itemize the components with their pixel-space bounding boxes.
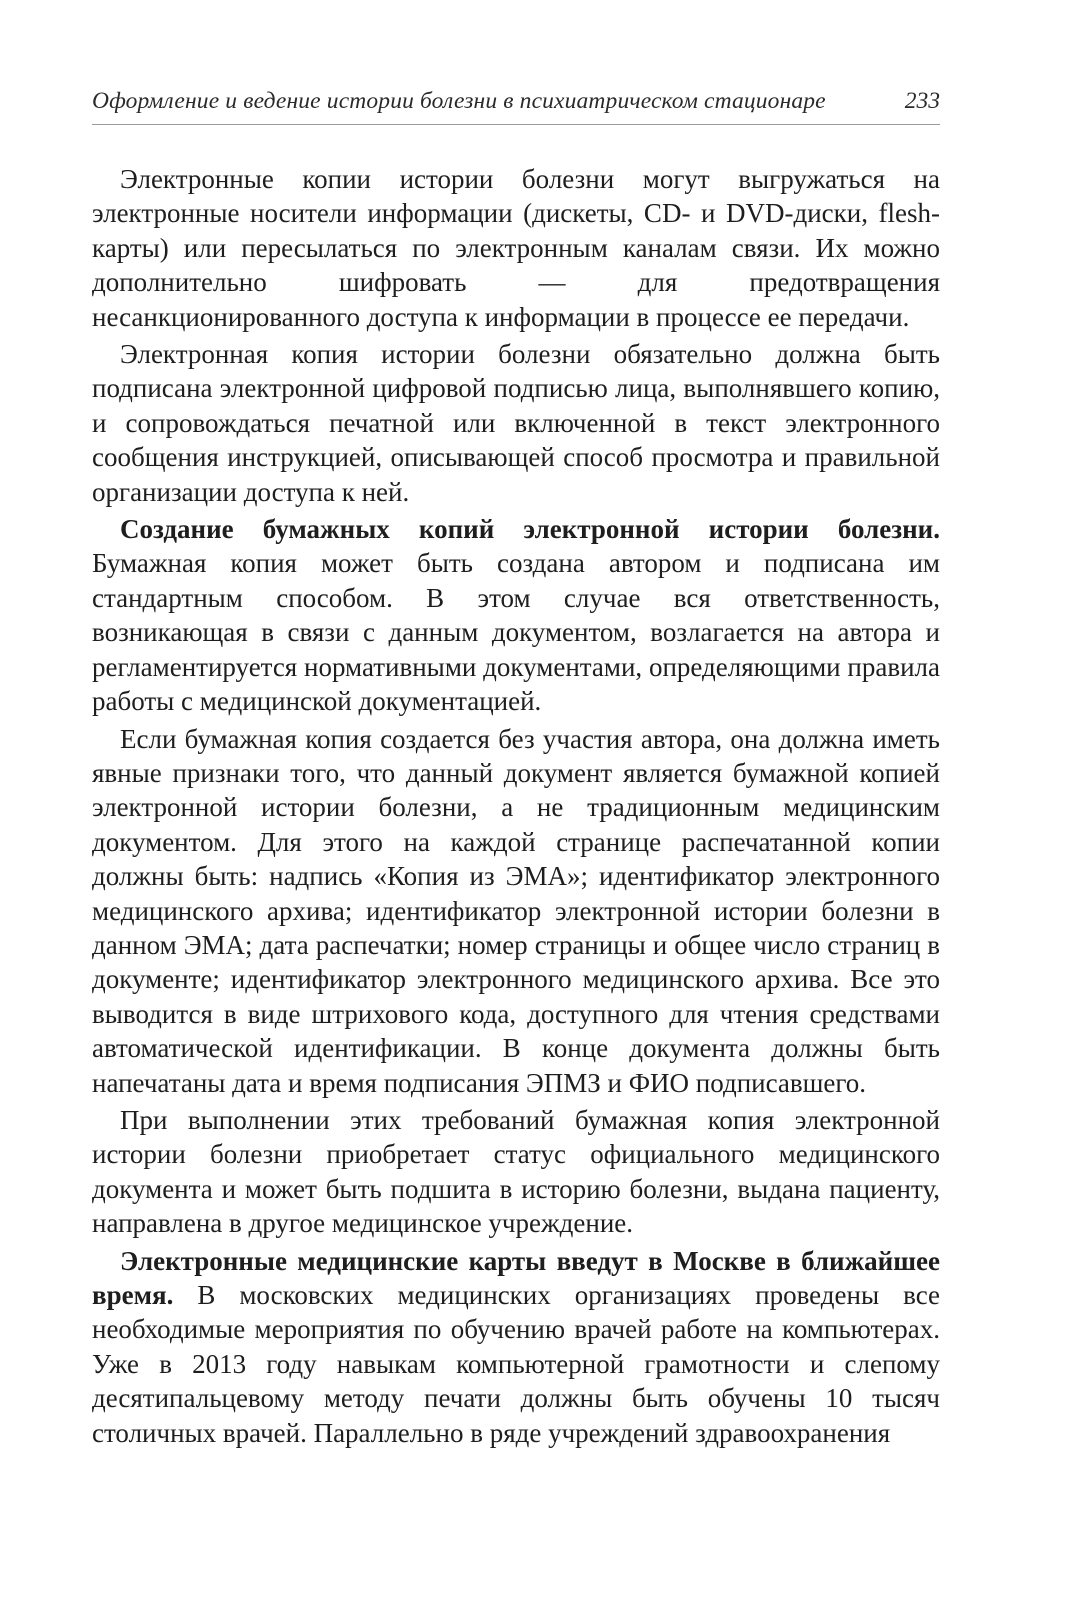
- paragraph-paper-copies: [92, 512, 940, 718]
- paragraph-copy-without-author: [92, 722, 940, 1100]
- body-text: [92, 162, 940, 1453]
- paragraph-moscow-emr: [92, 1244, 940, 1450]
- paragraph-text: Бумажная копия может быть создана автором и подписана им стандартным способом. В этом случае вся ответственность, возникающая в связи с данным документом, возлагается на автора и регламентируется нормативными документами, определяющими правила работы с медицинской документацией.: [92, 548, 940, 717]
- running-title: Оформление и ведение истории болезни в психиатрическом стационаре: [92, 88, 826, 114]
- paragraph-electronic-copies-export: [92, 162, 940, 334]
- paragraph-lead: Создание бумажных копий электронной истории болезни.: [120, 514, 940, 545]
- paragraph-text: Если бумажная копия создается без участия автора, она должна иметь явные признаки того, что данный документ является бумажной копией электронной истории болезни, а не традиционным медицинским документом. Для этого на каждой странице распечатанной копии должны быть: надпись «Копия из ЭМА»; идентификатор электронного медицинского архива; идентификатор электронной истории болезни в данном ЭМА; дата распечатки; номер страницы и общее число страниц в документе; идентификатор электронного медицинского архива. Все это выводится в виде штрихового кода, доступного для чтения средствами автоматической идентификации. В конце документа должны быть напечатаны дата и время подписания ЭПМЗ и ФИО подписавшего.: [92, 723, 940, 1098]
- header-rule: [92, 124, 940, 125]
- paragraph-text: Электронные копии истории болезни могут выгружаться на электронные носители информации (дискеты, CD- и DVD-диски, flesh-карты) или пересылаться по электронным каналам связи. Их можно дополнительно шифровать — для предотвращения несанкционированного доступа к информации в процессе ее передачи.: [92, 164, 940, 332]
- page-number: 233: [904, 88, 940, 114]
- paragraph-text: Электронная копия истории болезни обязательно должна быть подписана электронной цифровой подписью лица, выполнявшего копию, и сопровождаться печатной или включенной в текст электронного сообщения инструкцией, описывающей способ просмотра и правильной организации доступа к ней.: [92, 339, 940, 507]
- paragraph-digital-signature: [92, 337, 940, 509]
- paragraph-text: В московских медицинских организациях проведены все необходимые мероприятия по обучению врачей работе на компьютерах. Уже в 2013 году навыкам компьютерной грамотности и слепому десятипальцевому методу печати должны быть обучены 10 тысяч столичных врачей. Параллельно в ряде учреждений здравоохранения: [92, 1280, 940, 1448]
- paragraph-text: При выполнении этих требований бумажная копия электронной истории болезни приобретает статус официального медицинского документа и может быть подшита в историю болезни, выдана пациенту, направлена в другое медицинское учреждение.: [92, 1104, 940, 1239]
- paragraph-lead: Электронные медицинские карты введут в Москве в ближайшее время.: [92, 1245, 940, 1310]
- running-head: [92, 86, 940, 126]
- paragraph-official-status: [92, 1103, 940, 1241]
